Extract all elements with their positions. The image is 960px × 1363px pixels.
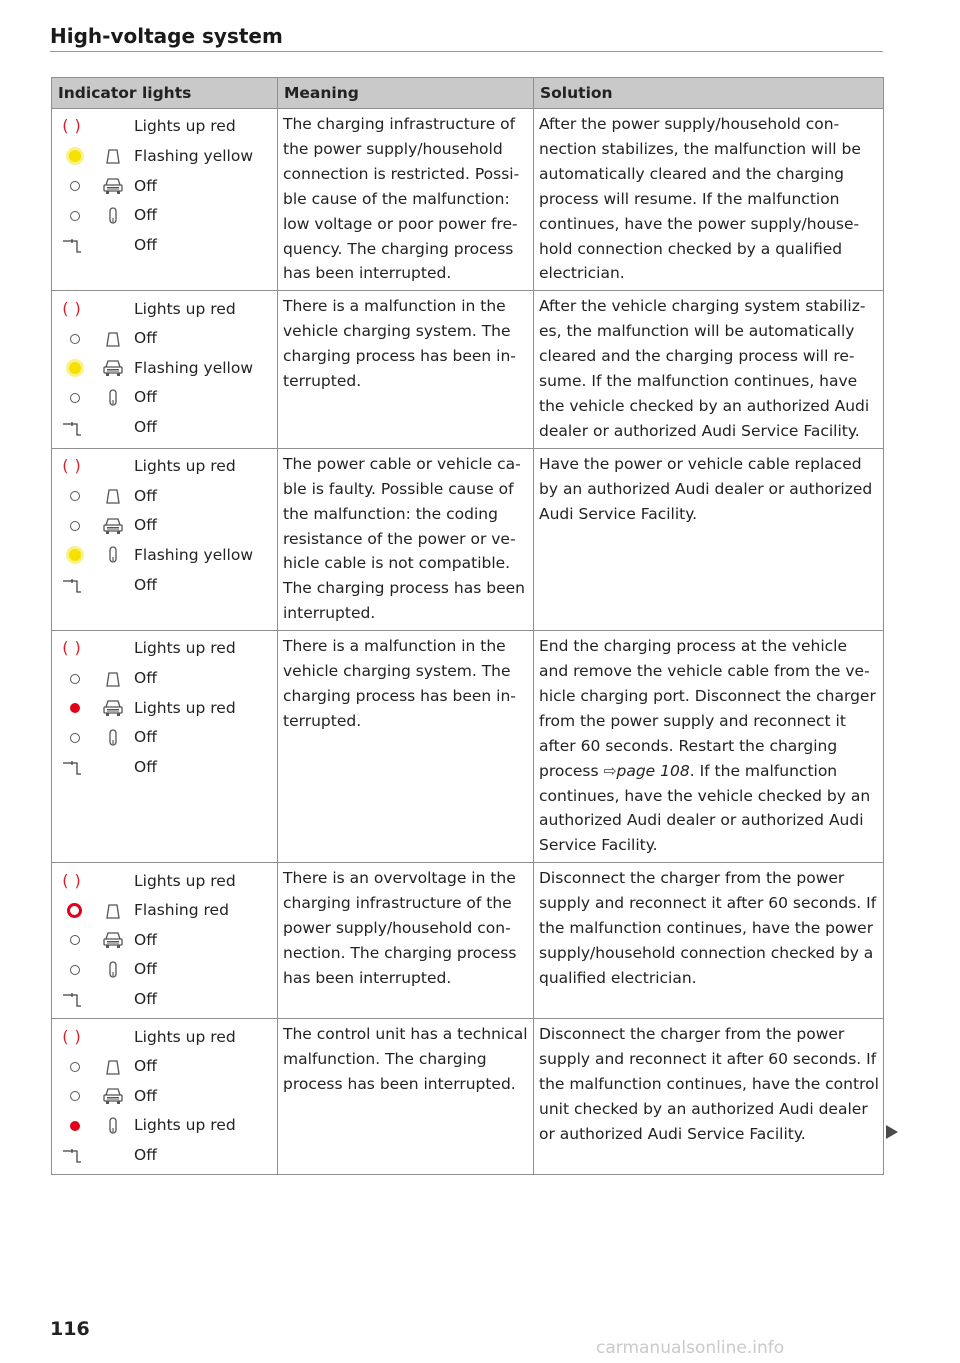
lamp-state-label: Off (134, 418, 157, 437)
off-circle-icon (57, 1084, 92, 1108)
red-dot-icon (57, 1114, 92, 1138)
bracket-lamp-icon: () (62, 870, 87, 890)
off-circle-icon (57, 327, 92, 351)
lamp-state-label: Off (134, 575, 157, 594)
indicator-lamp (57, 201, 273, 231)
charger-outline-icon (92, 327, 134, 351)
bracket-lamp-icon: () (62, 1026, 87, 1046)
lamp-state-label: Off (134, 235, 157, 254)
lamp-state-label: Off (134, 329, 157, 348)
lamp-state-label: Off (134, 1145, 157, 1164)
icon-spacer (92, 869, 134, 893)
off-circle-icon (57, 958, 92, 982)
plug-icon (92, 1114, 134, 1138)
charger-outline-icon (92, 667, 134, 691)
lamp-state-label: Flashing yellow (134, 358, 253, 377)
meaning-cell: The control unit has a technical malfunction. The charging process has been interrupted. (278, 1019, 534, 1175)
yellow-flashing-dot-icon (57, 543, 92, 567)
lamp-state-label: Lights up red (134, 1116, 236, 1135)
solution-cell: Disconnect the charger from the power supply and reconnect it after 60 seconds. If the malfunction continues, have the power supply/household connection checked by a qualified electrician. (534, 863, 884, 1019)
icon-spacer (92, 755, 134, 779)
lamp-state-label: Off (134, 1057, 157, 1076)
icon-spacer (92, 455, 134, 479)
meaning-cell: The power cable or vehicle cable is faulty. Possible cause of the malfunction: the coding resistance of the power or vehicle cable is not compatible. The charging process has been interrupted. (278, 448, 534, 630)
off-circle-icon (57, 174, 92, 198)
indicator-cell (52, 631, 278, 863)
page-reference-link[interactable]: page 108 (616, 761, 690, 780)
cable-plug-icon (57, 987, 92, 1011)
off-circle-icon (57, 1055, 92, 1079)
indicator-cell (52, 291, 278, 448)
cable-plug-icon (57, 416, 92, 440)
table-row (52, 448, 884, 630)
indicator-cell (52, 109, 278, 291)
car-icon (92, 928, 134, 952)
table-row (52, 1019, 884, 1175)
charger-outline-icon (92, 1055, 134, 1079)
lamp-state-label: Off (134, 990, 157, 1008)
lamp-state-label: Off (134, 960, 157, 979)
solution-cell (534, 631, 884, 863)
off-circle-icon (57, 514, 92, 538)
cable-plug-icon (57, 233, 92, 257)
lamp-state-label: Flashing yellow (134, 545, 253, 564)
indicator-lamp (57, 230, 273, 260)
solution-text: End the charging process at the vehicle and remove the vehicle cable from the vehicle charging port. Disconnect the charger from the power supply and reconnect it after 60 seconds. Restart the charging process (539, 637, 876, 780)
table-header-row (52, 78, 884, 109)
lamp-state-label: Lights up red (134, 117, 236, 136)
indicator-lamp (57, 481, 273, 511)
icon-spacer (92, 297, 134, 321)
charger-outline-icon (92, 484, 134, 508)
yellow-flashing-dot-icon (57, 356, 92, 380)
lamp-state-label: Off (134, 757, 157, 776)
indicator-lamp (57, 1141, 273, 1171)
charger-outline-icon (92, 144, 134, 168)
lamp-state-label: Flashing red (134, 901, 229, 920)
icon-spacer (92, 1025, 134, 1049)
plug-icon (92, 204, 134, 228)
indicator-cell (52, 863, 278, 1019)
yellow-flashing-dot-icon (57, 144, 92, 168)
watermark: carmanualsonline.info (596, 1338, 785, 1358)
lamp-state-label: Lights up red (134, 698, 236, 717)
icon-spacer (92, 233, 134, 257)
bracket-lamp-icon: () (62, 638, 87, 658)
indicator-lamp (57, 896, 273, 926)
cable-plug-icon (57, 1143, 92, 1167)
icon-spacer (92, 1143, 134, 1167)
plug-icon (92, 543, 134, 567)
lamp-state-label: Off (134, 1086, 157, 1105)
indicator-lamp (57, 324, 273, 354)
lamp-state-label: Off (134, 176, 157, 195)
red-dot-icon (57, 696, 92, 720)
red-flashing-ring-icon (57, 899, 92, 923)
indicator-lamp (57, 1081, 273, 1111)
table-row (52, 109, 884, 291)
off-circle-icon (57, 484, 92, 508)
indicator-lamp (57, 541, 273, 571)
lamp-state-label: Off (134, 486, 157, 505)
indicator-lamp (57, 985, 273, 1015)
car-icon (92, 356, 134, 380)
continued-arrow-icon (886, 1125, 898, 1139)
column-header-meaning: Meaning (278, 78, 534, 109)
indicator-lamp (57, 354, 273, 384)
plug-icon (92, 726, 134, 750)
car-icon (92, 1084, 134, 1108)
section-title: High-voltage system (50, 24, 283, 48)
solution-cell: Have the power or vehicle cable replaced by an authorized Audi dealer or authorized Audi Service Facility. (534, 448, 884, 630)
off-circle-icon (57, 204, 92, 228)
car-icon (92, 514, 134, 538)
off-circle-icon (57, 667, 92, 691)
indicator-lamp (57, 866, 273, 896)
indicator-lamp (57, 142, 273, 172)
off-circle-icon (57, 928, 92, 952)
icon-spacer (92, 416, 134, 440)
car-icon (92, 174, 134, 198)
indicator-lamp (57, 723, 273, 753)
indicator-lamp (57, 511, 273, 541)
off-circle-icon (57, 386, 92, 410)
indicator-lamp (57, 413, 273, 443)
lamp-state-label: Off (134, 388, 157, 407)
indicator-lamp (57, 294, 273, 324)
indicator-lamp (57, 171, 273, 201)
lamp-state-label: Flashing yellow (134, 146, 253, 165)
bracket-lamp-icon: () (62, 298, 87, 318)
lamp-state-label: Lights up red (134, 457, 236, 476)
meaning-cell: There is a malfunction in the vehicle charging system. The charging process has been interrupted. (278, 631, 534, 863)
indicator-cell (52, 1019, 278, 1175)
indicator-lamp (57, 452, 273, 482)
cable-plug-icon (57, 573, 92, 597)
indicator-lamp (57, 570, 273, 600)
solution-cell: After the power supply/household connection stabilizes, the malfunction will be automatically cleared and the charging process will resume. If the malfunction continues, have the power supply/household connection checked by a qualified electrician. (534, 109, 884, 291)
charger-outline-icon (92, 899, 134, 923)
lamp-state-label: Lights up red (134, 871, 236, 890)
page-number: 116 (50, 1318, 90, 1340)
car-icon (92, 696, 134, 720)
off-circle-icon (57, 726, 92, 750)
indicator-lamp (57, 383, 273, 413)
lamp-state-label: Lights up red (134, 299, 236, 318)
indicator-lamp (57, 753, 273, 783)
indicator-lamp (57, 634, 273, 664)
column-header-indicator: Indicator lights (52, 78, 278, 109)
solution-text: . If the malfunction continues, have the vehicle checked by an authorized Audi dealer or authorized Audi Service Facility. (539, 761, 871, 855)
lamp-state-label: Off (134, 206, 157, 225)
lamp-state-label: Off (134, 930, 157, 949)
indicator-lamp (57, 1022, 273, 1052)
meaning-cell: The charging infrastructure of the power supply/household connection is restricted. Possible cause of the malfunction: low voltage or poor power frequency. The charging process has been interrupted. (278, 109, 534, 291)
indicator-lamp (57, 1111, 273, 1141)
indicator-lamp (57, 693, 273, 723)
solution-cell: Disconnect the charger from the power supply and reconnect it after 60 seconds. If the malfunction continues, have the control unit checked by an authorized Audi dealer or authorized Audi Service Facility. (534, 1019, 884, 1175)
indicator-lamp (57, 1052, 273, 1082)
bracket-lamp-icon: () (62, 456, 87, 476)
lamp-state-label: Off (134, 516, 157, 535)
lamp-state-label: Off (134, 669, 157, 688)
icon-spacer (92, 637, 134, 661)
solution-cell: After the vehicle charging system stabilizes, the malfunction will be automatically cleared and the charging process will resume. If the malfunction continues, have the vehicle checked by an authorized Audi dealer or authorized Audi Service Facility. (534, 291, 884, 448)
table-row (52, 863, 884, 1019)
lamp-state-label: Lights up red (134, 639, 236, 658)
indicator-lamp (57, 664, 273, 694)
plug-icon (92, 386, 134, 410)
cable-plug-icon (57, 755, 92, 779)
indicator-lamp (57, 112, 273, 142)
table-row (52, 631, 884, 863)
header-divider (50, 51, 883, 52)
meaning-cell: There is a malfunction in the vehicle charging system. The charging process has been interrupted. (278, 291, 534, 448)
indicator-table (51, 77, 884, 1175)
table-row (52, 291, 884, 448)
page-ref-arrow-icon: ⇨ (603, 761, 617, 780)
indicator-cell (52, 448, 278, 630)
plug-icon (92, 958, 134, 982)
lamp-state-label: Lights up red (134, 1027, 236, 1046)
indicator-lamp (57, 955, 273, 985)
column-header-solution: Solution (534, 78, 884, 109)
bracket-lamp-icon: () (62, 116, 87, 136)
indicator-lamp (57, 925, 273, 955)
icon-spacer (92, 573, 134, 597)
icon-spacer (92, 115, 134, 139)
meaning-cell: There is an overvoltage in the charging infrastructure of the power supply/household connection. The charging process has been interrupted. (278, 863, 534, 1019)
icon-spacer (92, 987, 134, 1011)
lamp-state-label: Off (134, 728, 157, 747)
